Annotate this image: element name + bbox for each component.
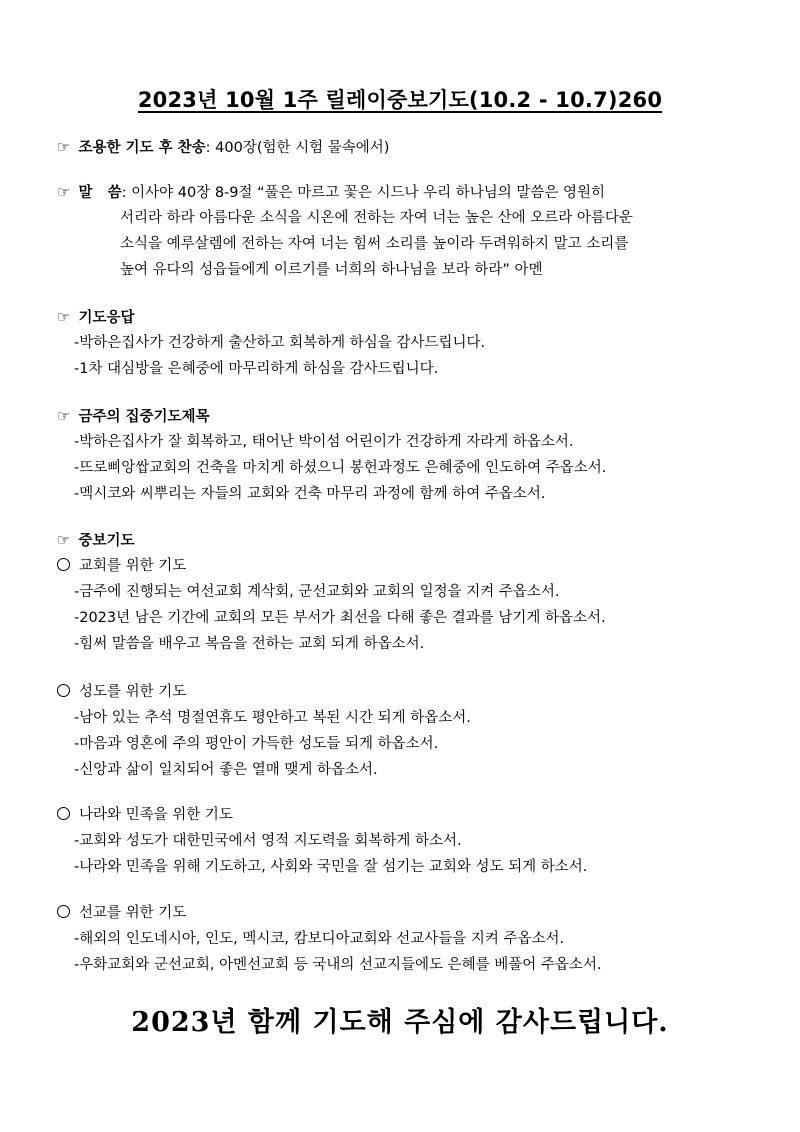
hymn-text: : 400장(험한 시험 물속에서): [205, 140, 390, 156]
group-mission-title: 선교를 위한 기도: [57, 903, 186, 923]
closing-message: 2023년 함께 기도해 주심에 감사드립니다.: [131, 1007, 669, 1038]
list-item: -멕시코와 씨뿌리는 자들의 교회와 건축 마무리 과정에 함께 하여 주옵소서.: [74, 486, 546, 502]
list-item: -나라와 민족을 위해 기도하고, 사회와 국민을 잘 섬기는 교회와 성도 되게 하소서.: [74, 859, 588, 875]
list-item: -박하은집사가 잘 회복하고, 태어난 박이섬 어린이가 건강하게 자라게 하옵소서.: [74, 434, 574, 450]
group-church-title: 교회를 위한 기도: [57, 556, 186, 576]
focus-heading: ☞ 금주의 집중기도제목: [57, 407, 210, 425]
pointing-hand-icon: ☞: [57, 531, 71, 549]
answers-heading: ☞ 기도응답: [57, 308, 135, 326]
list-item: -2023년 남은 기간에 교회의 모든 부서가 최선을 다해 좋은 결과를 남기게 하옵소서.: [74, 610, 606, 626]
scripture-line-2: 서리라 하라 아름다운 소식을 시온에 전하는 자여 너는 높은 산에 오르라 아름다운: [120, 210, 633, 226]
list-item: -마음과 영혼에 주의 평안이 가득한 성도들 되게 하옵소서.: [74, 736, 439, 752]
list-item: -신앙과 삶이 일치되어 좋은 열매 맺게 하옵소서.: [74, 762, 378, 778]
scripture-line-4: 높여 유다의 성읍들에게 이르기를 너희의 하나님을 보라 하라” 아멘: [120, 262, 543, 278]
scripture-line-1: [57, 182, 605, 203]
list-item: -금주에 진행되는 여선교회 계삭회, 군선교회와 교회의 일정을 지켜 주옵소서.: [74, 584, 560, 600]
pointing-hand-icon: ☞: [57, 183, 71, 201]
scripture-line-3: 소식을 예루살렘에 전하는 자여 너는 힘써 소리를 높이라 두려워하지 말고 소리를: [120, 236, 629, 252]
group-saints-title: 성도를 위한 기도: [57, 682, 186, 702]
circle-bullet-icon: [57, 905, 70, 918]
circle-bullet-icon: [57, 684, 70, 697]
group-nation-title: 나라와 민족을 위한 기도: [57, 805, 233, 825]
circle-bullet-icon: [57, 807, 70, 820]
list-item: -박하은집사가 건강하게 출산하고 회복하게 하심을 감사드립니다.: [74, 335, 486, 351]
list-item: -해외의 인도네시아, 인도, 멕시코, 캄보디아교회와 선교사들을 지켜 주옵소서.: [74, 931, 565, 947]
list-item: -뜨로삐앙쌉교회의 건축을 마치게 하셨으니 봉헌과정도 은혜중에 인도하여 주옵소서.: [74, 460, 607, 476]
list-item: -힘써 말씀을 배우고 복음을 전하는 교회 되게 하옵소서.: [74, 636, 425, 652]
scripture-label: 말 씀: [78, 185, 122, 201]
list-item: -1차 대심방을 은혜중에 마무리하게 하심을 감사드립니다.: [74, 361, 439, 377]
list-item: -교회와 성도가 대한민국에서 영적 지도력을 회복하게 하소서.: [74, 833, 462, 849]
list-item: -우화교회와 군선교회, 아멘선교회 등 국내의 선교지들에도 은혜를 베풀어 주옵소서.: [74, 957, 602, 973]
hymn-line: [57, 137, 389, 158]
pointing-hand-icon: ☞: [57, 138, 71, 156]
list-item: -남아 있는 추석 명절연휴도 평안하고 복된 시간 되게 하옵소서.: [74, 710, 471, 726]
pointing-hand-icon: ☞: [57, 308, 71, 326]
page-title: 2023년 10월 1주 릴레이중보기도(10.2 - 10.7)260: [137, 88, 663, 112]
intercession-heading: ☞ 중보기도: [57, 531, 135, 549]
hymn-label: 조용한 기도 후 찬송: [78, 140, 206, 156]
scripture-text-1: : 이사야 40장 8-9절 “풀은 마르고 꽃은 시드나 우리 하나님의 말씀은 영원히: [121, 185, 606, 201]
pointing-hand-icon: ☞: [57, 407, 71, 425]
circle-bullet-icon: [57, 558, 70, 571]
